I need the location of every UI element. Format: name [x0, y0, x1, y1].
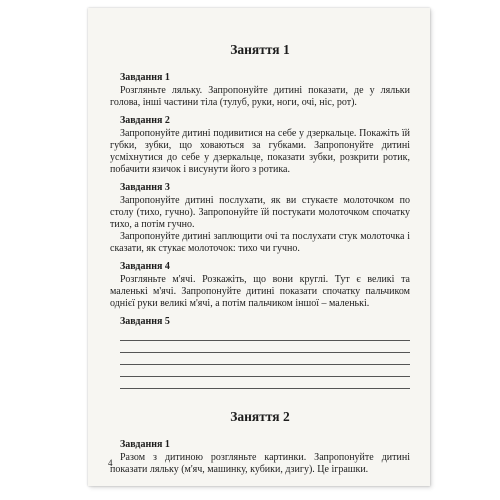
task-3-title: Завдання 3	[120, 182, 170, 193]
task-2	[110, 115, 410, 176]
answer-line[interactable]	[120, 353, 410, 365]
task-3	[110, 182, 410, 255]
lesson-2-task-1	[110, 439, 410, 476]
task-5	[110, 316, 410, 389]
workbook-page	[88, 8, 430, 486]
lesson-2-title: Заняття 2	[230, 409, 290, 424]
answer-line[interactable]	[120, 365, 410, 377]
task-4-title: Завдання 4	[120, 261, 170, 272]
lesson-2-task-1-title: Завдання 1	[120, 439, 170, 450]
lesson-2-task-1-text: Разом з дитиною розгляньте картинки. Запропонуйте дитині показати ляльку (м'яч, машинку, кубики, дзигу). Це іграшки.	[110, 452, 410, 475]
lesson-1-title: Заняття 1	[230, 42, 290, 57]
answer-line[interactable]	[120, 341, 410, 353]
task-3-text-2: Запропонуйте дитині заплющити очі та послухати стук молоточка і сказати, як стукає молоточок: тихо чи гучно.	[110, 231, 410, 254]
task-2-text: Запропонуйте дитині подивитися на себе у дзеркальце. Покажіть їй губки, зубки, що ховаються за губками. Запропонуйте дитині усміхнутися до себе у дзеркальце, показати зубки, розкрити ротик, побачити язичок і висунути його з ротика.	[110, 128, 410, 175]
task-2-title: Завдання 2	[120, 115, 170, 126]
task-4	[110, 261, 410, 310]
task-4-text: Розгляньте м'ячі. Розкажіть, що вони круглі. Тут є великі та маленькі м'ячі. Запропонуйте дитині показати спочатку пальчиком однієї руки великі м'ячі, а потім пальчиком іншої – маленькі.	[110, 274, 410, 309]
task-1	[110, 72, 410, 109]
answer-line[interactable]	[120, 377, 410, 389]
task-1-text: Розгляньте ляльку. Запропонуйте дитині показати, де у ляльки голова, інші частини тіла (тулуб, руки, ноги, очі, ніс, рот).	[110, 85, 410, 108]
answer-lines	[110, 329, 410, 389]
task-5-title: Завдання 5	[120, 316, 170, 327]
task-1-title: Завдання 1	[120, 72, 170, 83]
task-3-text-1: Запропонуйте дитині послухати, як ви стукаєте молоточком по столу (тихо, гучно). Запропонуйте їй постукати молоточком спочатку тихо, а потім гучно.	[110, 195, 410, 230]
page-number: 4	[108, 458, 113, 468]
answer-line[interactable]	[120, 329, 410, 341]
